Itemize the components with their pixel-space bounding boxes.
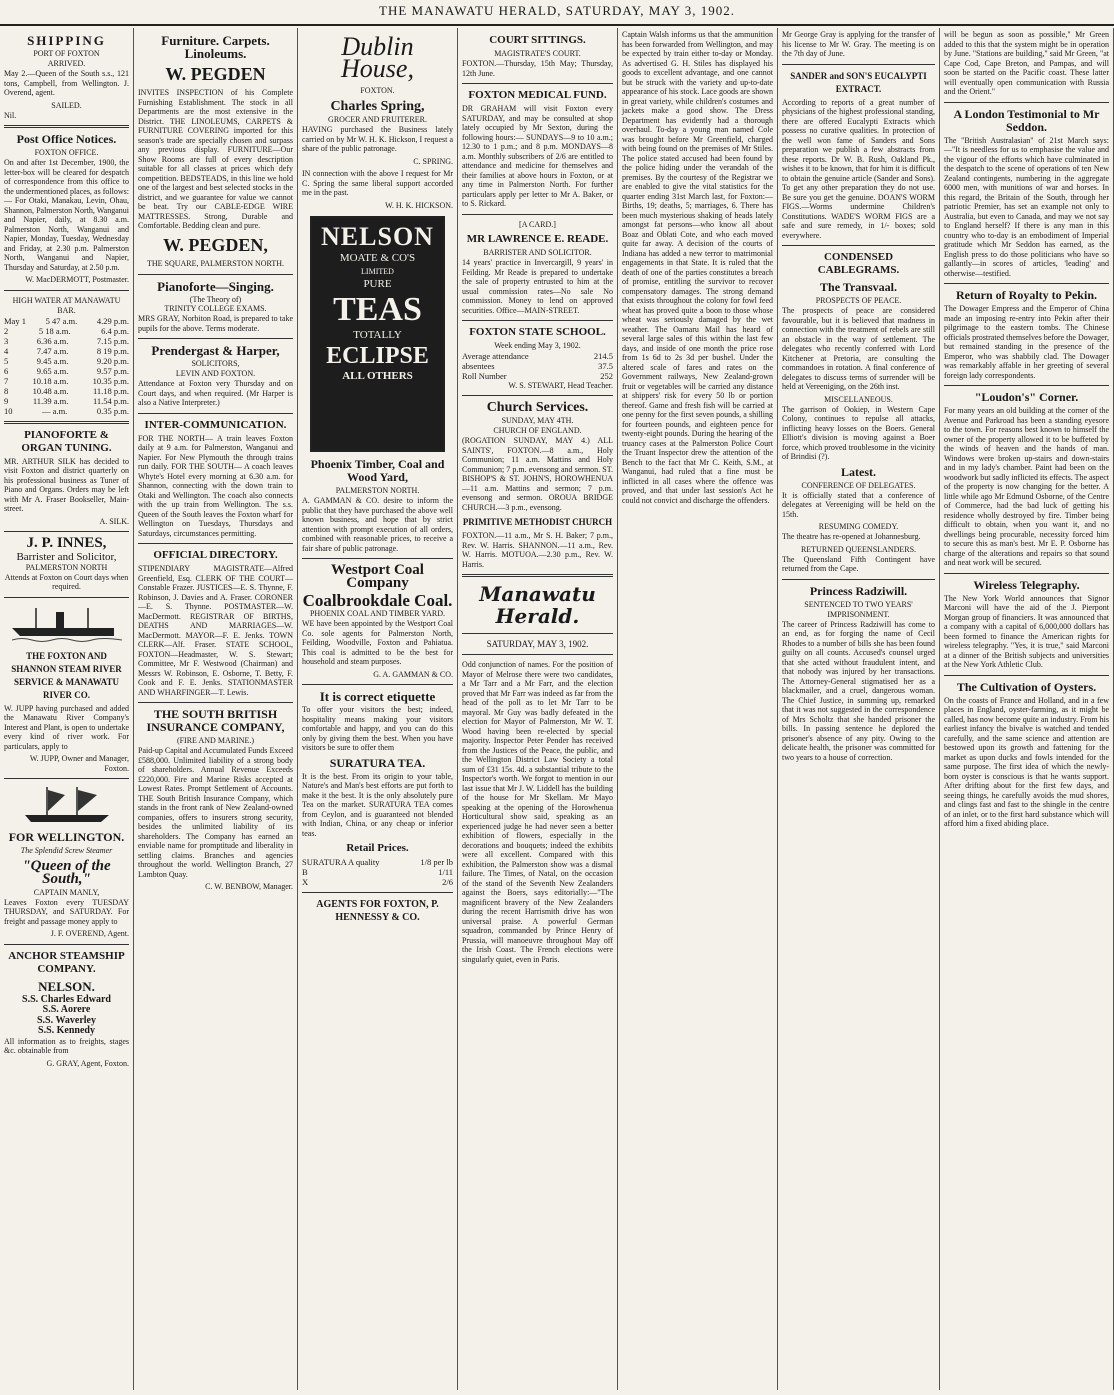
queen-heading: "Queen of the South," bbox=[22, 857, 111, 887]
nelson-service-heading: NELSON. bbox=[38, 978, 95, 994]
tide-row-cell: 9.57 p.m. bbox=[96, 365, 129, 376]
ship-name: S.S. Waverley bbox=[37, 1014, 96, 1026]
nelson-pure: PURE bbox=[363, 278, 392, 290]
misc-heading: MISCELLANEOUS. bbox=[824, 394, 893, 404]
sailed-label: SAILED. bbox=[51, 100, 82, 110]
tide-row-cell: 4.29 p.m. bbox=[96, 315, 129, 326]
divider bbox=[462, 83, 613, 84]
pianoforte-sub2: TRINITY COLLEGE EXAMS. bbox=[164, 304, 267, 313]
retail-price-row bbox=[302, 857, 453, 867]
loudons-corner-text: For many years an old building at the corner of the Avenue and Parkroad has been a standing eyesore to the town. For reasons best known to himself the owner of the property allowed it to be buffeted by the winds of heaven and the hands of man. Windows were broken up-stairs and down-stairs and in my lady's chamber. Paint had been on the woodwork but sadly inflicted its effects. The aspect of the property is now changing for the better. A little while ago Mr Edmund Osborne, of the Centre of Commerce, had the bad luck of getting his residence wholly destroyed by fire. Timber being difficult to obtain, when you want it, and no dwellings being procurable, necessity forced him to secure this as man's best. Mr E. P. Osborne has charge of the alterations and repairs so that sound and neat work will be secured. bbox=[944, 406, 1109, 567]
oysters-text: On the coasts of France and Holland, and in a few places in England, oyster-farming, as it might be called, has now become quite an industry. From his earliest infancy the bivalve is watched and tended carefully, and the same science and attention are bestowed upon its growth and fattening for the market as upon ducks and fowls intended for the same purpose. The first idea of which the newly-born oyster is conscious is that he wants support. After drifting about for the first few days, and seeing things, he carefully avoids the mud shores, and clings fast and fast to the shingle in the centre of an inlet, or to the first hard substance which will afford him a fixed abiding place. bbox=[944, 695, 1109, 828]
column-2 bbox=[134, 28, 298, 1390]
prendergast-text: Attendance at Foxton very Thursday and on Court days, and when required. (Mr Harper is also a Native Interpreter.) bbox=[138, 379, 293, 407]
ship-list bbox=[4, 995, 129, 1037]
nelson-tea-advertisement bbox=[310, 216, 445, 452]
furniture-text: INVITES INSPECTION of his Complete Furnishing Establishment. The stock in all Departments are the most extensive in the District. THE LINOLEUMS, CARPETS & FURNITURE COVERING imported for this season's trade are specially chosen and surpass any previous display. FURNITURE—Our Show Rooms are full of every description suitable for all classes at prices which defy competition. BEDSTEADS, in this line we hold one of the largest and best selected stocks in the district, and we guarantee for value we cannot be beat. Try our CABLE-EDGE WIRE MATTRESSES. Strong, Durable and Comfortable. Bedding clean and pure. bbox=[138, 88, 293, 230]
column-1 bbox=[0, 28, 134, 1390]
for-wellington-heading: FOR WELLINGTON. bbox=[8, 830, 125, 845]
piano-tuning-text: MR. ARTHUR SILK has decided to visit Foxton and district quarterly on his professional business as Tuner of Piano and Organs. Orders may be left with Mr A. Fraser Bookseller, Main-street. bbox=[4, 456, 129, 513]
inter-communication-heading: INTER-COMMUNICATION. bbox=[144, 418, 287, 431]
innes-text: Attends at Foxton on Court days when required. bbox=[4, 572, 129, 592]
state-school-signature: W. S. STEWART, Head Teacher. bbox=[508, 380, 613, 390]
school-row-cell: 252 bbox=[600, 370, 613, 381]
state-school-table bbox=[462, 351, 613, 381]
coal-signature: G. A. GAMMAN & CO. bbox=[373, 669, 453, 679]
tide-row-cell: — a.m. bbox=[42, 405, 68, 416]
tide-row-cell: 10.18 a.m. bbox=[32, 375, 69, 386]
pegden-location: THE SQUARE, PALMERSTON NORTH. bbox=[146, 258, 285, 268]
divider bbox=[302, 684, 453, 685]
church-services-heading: Church Services. bbox=[486, 400, 589, 415]
queen-text: Leaves Foxton every TUESDAY THURSDAY, and SATURDAY. For freight and passage money apply to bbox=[4, 897, 129, 926]
prendergast-location: LEVIN AND FOXTON. bbox=[175, 369, 256, 378]
nelson-teas: TEAS bbox=[333, 291, 422, 328]
herald-heading: Manawatu Herald. bbox=[479, 582, 596, 628]
phoenix-heading: Phoenix Timber, Coal and Wood Yard, bbox=[310, 457, 445, 484]
tide-row-cell: 7.47 a.m. bbox=[36, 345, 69, 356]
tide-table bbox=[4, 316, 129, 416]
tide-row-cell: 9.65 a.m. bbox=[36, 365, 69, 376]
insurance-heading: THE SOUTH BRITISH INSURANCE COMPANY, bbox=[146, 707, 285, 734]
seddon-text: The "British Australasian" of 21st March says:—"It is needless for us to emphasise the value and the vigour of the efforts which have culminated in the despatch to the scene of operations of ten New Zealand contingents, numbering in the aggregate 6000 men, with munitions of war and horses. In this regard, the Britain of the South, through her patriotic Premier, has set an example not only to Australia, but even to Canada, and may we not say to England herself? If there is any man in this country who to-day is an embodiment of Imperial gratitude which Mr Seddon has earned, as the English press to do those politicians who have so gallantly—in scores of articles, 'leading' and otherwise—testified. bbox=[944, 135, 1109, 278]
spring-signature: C. SPRING. bbox=[413, 156, 453, 166]
suratura-text: It is the best. From its origin to your table, Nature's and Man's best efforts are put forth to make it the best. It is the only absolutely pure Tea on the market. SURATURA TEA comes from Ceylon, and is guaranteed not blended with Indian, China, or any cheap or inferior teas. bbox=[302, 771, 453, 838]
radziwill-heading: Princess Radziwill. bbox=[809, 583, 908, 598]
coal-text: WE have been appointed by the Westport Coal Co. sole agents for Palmerston North, Feilding, Woodville, Foxton and Pahiatua. This coal is admitted to be the best for household and steam purposes. bbox=[302, 619, 453, 666]
divider bbox=[4, 778, 129, 779]
misc-text: The garrison of Ookiep, in Western Cape Colony, continues to repulse all attacks, inflicting heavy losses on the Boers. General Elliott's division is moving against a Boer force, which proved troublesome in the vicinity of Brindisi (?). bbox=[782, 404, 935, 461]
school-row-cell: 37.5 bbox=[598, 360, 613, 371]
school-row bbox=[462, 361, 613, 371]
etiquette-text: To offer your visitors the best; indeed, hospitality means making your visitors comfortable and happy, and you can do this only by giving them the best. When you have visitors be sure to offer them bbox=[302, 705, 453, 752]
school-row-cell: 214.5 bbox=[593, 350, 613, 361]
retail-price-row-cell: B bbox=[302, 867, 308, 877]
tide-row-cell: 11.18 p.m. bbox=[92, 385, 129, 396]
divider bbox=[782, 579, 935, 580]
column-3 bbox=[298, 28, 458, 1390]
innes-location: PALMERSTON NORTH bbox=[25, 562, 108, 572]
conference-heading: CONFERENCE OF DELEGATES. bbox=[801, 480, 916, 490]
state-school-week: Week ending May 3, 1902. bbox=[494, 341, 581, 350]
comedy-heading: RESUMING COMEDY. bbox=[818, 522, 899, 531]
divider bbox=[138, 338, 293, 339]
retail-prices-heading: Retail Prices. bbox=[346, 842, 409, 854]
divider bbox=[944, 385, 1109, 386]
tide-row-cell: 11.39 a.m. bbox=[32, 395, 69, 406]
retail-price-row-cell: X bbox=[302, 877, 309, 887]
hickson-signature: W. H. K. HICKSON. bbox=[385, 200, 453, 210]
church-text: (ROGATION SUNDAY, MAY 4.) ALL SAINTS', FOXTON.—8 a.m., Holy Communion; 11 a.m. Mattins and Holy Communion; 7 p.m. evensong and sermon. ST. BISHOP'S & ST. JOHN'S, HOROWHENUA—11 a.m. Mattins and sermon; 7 p.m. evensong and sermon. OROUA BRIDGE CHURCH.—3 p.m., evensong. bbox=[462, 436, 613, 512]
tide-row bbox=[4, 356, 129, 366]
anchor-heading: ANCHOR STEAMSHIP COMPANY. bbox=[8, 949, 125, 975]
tide-row-cell: 8 19 p.m. bbox=[96, 345, 129, 356]
card-label: [A CARD.] bbox=[519, 219, 556, 229]
primitive-heading: PRIMITIVE METHODIST CHURCH bbox=[462, 517, 613, 527]
steamer-illustration-icon bbox=[12, 604, 122, 644]
tide-row-cell: 10.35 p.m. bbox=[92, 375, 129, 386]
piano-tuning-signature: A. SILK. bbox=[99, 516, 129, 526]
postmaster-signature: W. MacDERMOTT, Postmaster. bbox=[25, 275, 129, 284]
court-sittings-sub: MAGISTRATE'S COURT. bbox=[494, 49, 581, 58]
nelson-totally: TOTALLY bbox=[353, 329, 402, 341]
agents-footer: AGENTS FOR FOXTON, P. HENNESSY & CO. bbox=[316, 899, 439, 923]
ship-name: S.S. Kennedy bbox=[38, 1025, 95, 1037]
sailing-ship-icon bbox=[17, 785, 117, 825]
herald-text: Odd conjunction of names. For the position of Mayor of Melrose there were two candidates, a Mr Tarr and a Mr Farr, and the election proved that Mr Farr was indeed as far from the head of the poll as to let Mr Tarr to be mayoral. Mr Guy was badly defeated in the election for Mayor of Palmerston, Mr W. T. Wood having been re-elected by special majority. Inspector Peter Pender has received from the Justices of the Peace, the public, and the Wellington District Law Society a total sum of £31 15s. 4d. a substantial tribute to the Inspector's worth. We forgot to mention in our last issue that Mr J. W. Liddell has the building of the house for Mr Skellam. Mr Mayo speaking at the opening of the Horowhenua Horticultural show said, speaking as an experienced judge he had never seen a better exhibition of flowers, especially in the decorations and bouquets; indeed the exhibits were all excellent. Compared with this exhibition, the Palmerston show was a dismal failure. The Times, of Natal, on the occasion of the stand of the Seventh New Zealanders against the Boers, says editorially:—"The magnificent bravery of the New Zealanders during the recent Harrismith drive has won universal praise. A powerful German squadron, commanded by Prince Henry of Prussia, will manoeuvre throughout May off the Irish Coast. The French elections were singularly quiet, even in Paris. bbox=[462, 660, 613, 964]
pianoforte-heading: Pianoforte—Singing. bbox=[157, 278, 274, 294]
official-directory-heading: OFFICIAL DIRECTORY. bbox=[153, 549, 278, 561]
prendergast-sub: SOLICITORS, bbox=[191, 359, 240, 368]
divider bbox=[782, 64, 935, 65]
queen-subheading: The Splendid Screw Steamer bbox=[20, 846, 113, 856]
tide-row-cell: 6.36 a.m. bbox=[36, 335, 69, 346]
divider bbox=[462, 395, 613, 396]
pegden-heading: W. PEGDEN bbox=[165, 64, 266, 84]
innes-subheading: Barrister and Solicitor, bbox=[16, 551, 117, 563]
nelson-all-others: ALL OTHERS bbox=[342, 370, 413, 382]
arrived-text: May 2.—Queen of the South s.s., 121 tons, Campbell, from Wellington. J. Overend, agent. bbox=[4, 69, 129, 97]
post-office-heading: Post Office Notices. bbox=[16, 132, 117, 146]
sander-text: According to reports of a great number of physicians of the highest professional standing, there are offered Eucalypti Extracts which possess no curative qualities. In protection of the well won fame of Sanders and Sons preparation we publish a few abstracts from these reports. Dr W. B. Rush, Oakland Pk., wishes it to be known, that for him it is difficult to obtain the genuine article (Sander and Sons). To get any other preparation they do not use. Be sure you get the genuine. DOAN'S WORM FIGS.—Worms undermine Children's Constitutions. WADE'S WORM FIGS are a safe and sure remedy, in 1/- boxes; sold everywhere. bbox=[782, 97, 935, 240]
cablegrams-heading: CONDENSED CABLEGRAMS. bbox=[817, 251, 900, 276]
prendergast-heading: Prendergast & Harper, bbox=[151, 343, 280, 358]
shipping-heading: SHIPPING bbox=[27, 33, 106, 48]
retail-price-row-cell: 1/11 bbox=[438, 867, 453, 877]
tide-row-cell: 4 bbox=[4, 345, 9, 356]
westport-heading: Westport Coal Company bbox=[331, 562, 424, 591]
tide-row-cell: 3 bbox=[4, 335, 9, 346]
tide-row-cell: 5 18 a.m. bbox=[38, 325, 71, 336]
spring-sub: GROCER AND FRUITERER. bbox=[328, 115, 427, 124]
school-row-cell: absentees bbox=[462, 360, 495, 371]
school-row bbox=[462, 371, 613, 381]
dublin-house-location: FOXTON. bbox=[360, 86, 395, 95]
phoenix-text: A. GAMMAN & CO. desire to inform the public that they have purchased the above well known business, and hope that by strict attention with prompt execution of all orders, combined with reasonable prices, to receive a fair share of public patronage. bbox=[302, 496, 453, 553]
peace-text: The prospects of peace are considered favourable, but it is believed that madness in connection with the treatment of rebels are still an obstacle in the way of settlement. The delegates who recently conferred with Lord Kitchener at Pretoria, are consulting the commandoes in rotation. A final conference of delegates to discuss terms of surrender will be held at Vereeniging, on the 26th inst. bbox=[782, 306, 935, 391]
medical-fund-text: DR GRAHAM will visit Foxton every SATURDAY, and may be consulted at shop lately occupied by Mr Sexton, during the following hours:— SUNDAYS—9 to 10 a.m.; 12.30 to 1 p.m.; and 8 p.m. MONDAYS—8 a.m. Monthly subscribers of 2/6 are entitled to attendance and medicine for themselves and their families at above hours in Foxton, or at any time in Palmerston North. For further particulars apply per letter to Mr A. Baker, or to S. Rickard. bbox=[462, 104, 613, 208]
tide-row-cell: 11.54 p.m. bbox=[92, 395, 129, 406]
divider bbox=[4, 290, 129, 291]
coalbrookdale-heading: Coalbrookdale Coal. bbox=[302, 591, 453, 610]
church-date: SUNDAY, MAY 4TH. bbox=[501, 416, 574, 425]
comedy-text: The theatre has re-opened at Johannesburg. bbox=[782, 532, 921, 541]
church-sub: CHURCH OF ENGLAND. bbox=[493, 426, 582, 435]
queen-signature: J. F. OVEREND, Agent. bbox=[50, 929, 129, 939]
herald-date: SATURDAY, MAY 3, 1902. bbox=[486, 639, 589, 649]
marconi-continuation-text: will be begun as soon as possible," Mr Green added to this that the system might be in operation by June. "Stations are building," said Mr Green, "at Cape Cod, Cape Breton, and Pampas, and will soon be started on the Pacific coast. These latter will eventually open communication with Russia and the Orient." bbox=[944, 30, 1109, 96]
sailed-text: Nil. bbox=[4, 110, 17, 120]
divider bbox=[302, 558, 453, 559]
loudons-corner-heading: "Loudon's" Corner. bbox=[974, 390, 1079, 404]
tide-row-cell: 7.15 p.m. bbox=[96, 335, 129, 346]
tide-row-cell: 9.45 a.m. bbox=[36, 355, 69, 366]
divider bbox=[138, 274, 293, 275]
column-7 bbox=[940, 28, 1114, 1390]
retail-price-row-cell: 2/6 bbox=[442, 877, 453, 887]
phoenix-location: PALMERSTON NORTH. bbox=[335, 486, 420, 495]
divider bbox=[138, 702, 293, 703]
piano-tuning-heading: PIANOFORTE & ORGAN TUNING. bbox=[21, 428, 112, 454]
tide-row-cell: 0.35 p.m. bbox=[96, 405, 129, 416]
tide-heading: HIGH WATER AT MANAWATU BAR. bbox=[12, 295, 121, 315]
divider bbox=[462, 574, 613, 577]
divider bbox=[4, 597, 129, 598]
radziwill-sub: SENTENCED TO TWO YEARS' IMPRISONMENT. bbox=[804, 599, 913, 619]
suratura-heading: SURATURA TEA. bbox=[329, 755, 426, 770]
peace-heading: PROSPECTS OF PEACE. bbox=[815, 296, 902, 305]
shipping-subheading: PORT OF FOXTON bbox=[33, 49, 100, 58]
divider bbox=[138, 413, 293, 414]
divider bbox=[462, 654, 613, 655]
hickson-text: IN connection with the above I request for Mr C. Spring the same liberal support accorded me in the past. bbox=[302, 169, 453, 197]
divider bbox=[944, 283, 1109, 284]
pianoforte-text: MRS GRAY, Norbiton Road, is prepared to take pupils for the above. Terms moderate. bbox=[138, 314, 293, 333]
tide-row-cell: 9.20 p.m. bbox=[96, 355, 129, 366]
post-office-subheading: FOXTON OFFICE. bbox=[34, 148, 99, 157]
pekin-text: The Dowager Empress and the Emperor of China made an imposing re-entry into Pekin after their pilgrimage to the eastern tombs. The Chinese officials prostrated themselves before the Dowager, but remained standing in the presence of the Emperor, who was shabbily clad. The Dowager was remarkably affable in her greeting of several foreign lady correspondents. bbox=[944, 304, 1109, 380]
insurance-signature: C. W. BENBOW, Manager. bbox=[205, 882, 293, 891]
tide-row-cell: 5 47 a.m. bbox=[45, 315, 78, 326]
divider bbox=[302, 892, 453, 893]
tide-row-cell: 2 bbox=[4, 325, 9, 336]
primitive-text: FOXTON.—11 a.m., Mr S. H. Baker; 7 p.m., Rev. W. Harris. SHANNON.—11 a.m., Rev. W. Harris. MOTUOA.—2.30 p.m., Rev. W. Harris. bbox=[462, 531, 613, 569]
divider bbox=[4, 944, 129, 945]
dublin-house-heading: Dublin House, bbox=[341, 32, 414, 83]
school-row bbox=[462, 351, 613, 361]
tide-row bbox=[4, 326, 129, 336]
tide-row-cell: May 1 bbox=[4, 315, 26, 326]
retail-prices-list bbox=[302, 857, 453, 887]
tide-row-cell: 6 bbox=[4, 365, 9, 376]
column-5 bbox=[618, 28, 778, 1390]
divider bbox=[462, 320, 613, 321]
retail-price-row bbox=[302, 867, 453, 877]
spring-heading: Charles Spring, bbox=[330, 99, 425, 114]
reade-text: 14 years' practice in Invercargill, 9 years' in Feilding. Mr Reade is prepared to undertake the sale of property entrusted to him at the usual commission rates—No sale No commission. Money to lend on approved securities. Office—MAIN-STREET. bbox=[462, 258, 613, 315]
ship-name: S.S. Charles Edward bbox=[22, 993, 111, 1005]
insurance-sub: (FIRE AND MARINE.) bbox=[176, 736, 255, 745]
pegden-footer: W. PEGDEN, bbox=[163, 234, 268, 255]
furniture-heading: Furniture. Carpets. Linoleums. bbox=[161, 33, 270, 61]
anchor-text: All information as to freights, stages &c. obtainable from bbox=[4, 1036, 129, 1056]
tide-row-cell: 7 bbox=[4, 375, 9, 386]
masthead-title: THE MANAWATU HERALD, SATURDAY, MAY 3, 1902. bbox=[379, 3, 735, 18]
divider bbox=[138, 543, 293, 544]
wireless-heading: Wireless Telegraphy. bbox=[973, 577, 1080, 592]
wireless-text: The New York World announces that Signor Marconi will have the aid of the J. Pierpont Morgan group of financiers. It was announced that a company with a capital of 6,000,000 dollars has been formed to finance the American rights for wireless telegraphy. "Yes, it is true," said Marconi at a dinner of the British subjects and universities at the New York Athletic Club. bbox=[944, 593, 1109, 669]
tide-row-cell: 9 bbox=[4, 395, 9, 406]
reade-heading: MR LAWRENCE E. READE. bbox=[466, 233, 609, 245]
queenslanders-heading: RETURNED QUEENSLANDERS. bbox=[800, 544, 917, 554]
tide-row bbox=[4, 336, 129, 346]
spring-text: HAVING purchased the Business lately carried on by Mr W. H. K. Hickson, I request a share of the public patronage. bbox=[302, 125, 453, 153]
column-6 bbox=[778, 28, 940, 1390]
queenslanders-text: The Queensland Fifth Contingent have returned from the Cape. bbox=[782, 554, 935, 573]
river-service-text: W. JUPP having purchased and added the Manawatu River Company's Interest and Plant, is open to undertake every kind of river work. For particulars, apply to bbox=[4, 703, 129, 751]
tide-row-cell: 8 bbox=[4, 385, 9, 396]
divider bbox=[462, 633, 613, 634]
transvaal-heading: The Transvaal. bbox=[820, 280, 897, 294]
tide-row-cell: 10 bbox=[4, 405, 13, 416]
latest-heading: Latest. bbox=[841, 464, 876, 479]
court-sittings-text: FOXTON.—Thursday, 15th May; Thursday, 12th June. bbox=[462, 59, 613, 78]
conference-text: It is officially stated that a conference of delegates at Vereeniging will be held on the 15th. bbox=[782, 490, 935, 519]
tide-row bbox=[4, 376, 129, 386]
insurance-text: Paid-up Capital and Accumulated Funds Exceed £588,000. Unlimited liability of a strong body of shareholders. Annual Revenue Exceeds £220,000. Fire and Marine Risks accepted at Lowest Rates. Prompt Settlement of Accounts. THE South British Insurance Company, which stands in the front rank of New Zealand-owned companies, offers to insurers strong security, besides the unlimited liability of its shareholders. The Company has earned an enviable name for promptitude and liberality in settling claims. Branches and agencies throughout the world. Wellington Branch, 27 Lambton Quay. bbox=[138, 746, 293, 879]
pekin-heading: Return of Royalty to Pekin. bbox=[956, 288, 1097, 302]
queen-captain: CAPTAIN MANLY, bbox=[33, 887, 100, 897]
river-service-signature: W. JUPP, Owner and Manager, Foxton. bbox=[29, 754, 129, 773]
radziwill-text: The career of Princess Radziwill has come to an end, as for forging the name of Cecil Rhodes to a number of bills she has been found guilty on all counts. Accused's counsel urged that she acted without fraudulent intent, and that nobody was injured by her transactions. The Attorney-General stigmatised her as a blackmailer, and a cruel, dangerous woman. The Chief Justice, in summing up, remarked that it was not suggested in the correspondence of Mrs Scholtz that she handed prisoner the bills. In passing sentence he deplored the prisoner's absence of any pity. Owing to the delicate health, the prisoner was committed for two years to a house of correction. bbox=[782, 619, 935, 762]
post-office-text: On and after 1st December, 1900, the letter-box will be cleared for despatch of correspondence from this office to the undermentioned places, as follows:— For Otaki, Manakau, Levin, Ohau, Shannon, Palmerston North, Wanganui and Napier, daily, at 8.30 a.m. Palmerston North, Wanganui and Napier, Monday, Tuesday, Wednesday and Friday, at 2.30 p.m. Palmerston North, Wanganui and Napier, Thursday and Saturday, at 2.50 p.m. bbox=[4, 158, 129, 272]
divider bbox=[944, 102, 1109, 103]
state-school-heading: FOXTON STATE SCHOOL. bbox=[469, 326, 606, 338]
tide-row bbox=[4, 316, 129, 326]
official-directory-text: STIPENDIARY MAGISTRATE—Alfred Greenfield, Esq. CLERK OF THE COURT—Constable Frazer. JUSTICES—E. S. Thynne, F. Robinson, J. Davies and A. Fraser. CORONER—E. S. Thynne. POSTMASTER—W. MacDermott. REGISTRAR OF BIRTHS, DEATHS AND MARRIAGES—W. MacDermott. MAYOR—F. E. Jenks. TOWN CLERK—Alf. Fraser. STATE SCHOOL, FOXTON—Headmaster, W. S. Stewart; Committee, Mr F. Westwood (Chairman) and Messrs W. Robinson, E. Osborne, T. Betty, F. Cook and F. E. Jenks. STATIONMASTER AND WHARFINGER—T. Lewis. bbox=[138, 564, 293, 697]
gray-license-text: Mr George Gray is applying for the transfer of his license to Mr W. Gray. The meeting is on the 7th day of June. bbox=[782, 30, 935, 58]
divider bbox=[944, 675, 1109, 676]
tide-row bbox=[4, 346, 129, 356]
inter-communication-text: FOR THE NORTH— A train leaves Foxton daily at 9 a.m. for Palmerston, Wanganui and Napier. For New Plymouth the through trains run daily. FOR THE SOUTH— A coach leaves Whyte's Hotel every morning at 6.30 a.m. for Shannon, connecting with the down train to Otaki and Wellington. The coach also connects with the up train from Wellington. The s.s. Queen of the South leaves the Foxton wharf for Wellington on Tuesdays, Thursdays and Saturdays, circumstances permitting. bbox=[138, 433, 293, 538]
reade-sub: BARRISTER AND SOLICITOR. bbox=[483, 248, 592, 257]
divider bbox=[4, 125, 129, 128]
divider bbox=[4, 421, 129, 424]
pianoforte-sub: (The Theory of) bbox=[189, 294, 242, 304]
nelson-brand: NELSON bbox=[321, 222, 434, 251]
seddon-heading: A London Testimonial to Mr Seddon. bbox=[953, 106, 1100, 134]
nelson-moate: MOATE & CO'S bbox=[339, 252, 416, 264]
tide-row bbox=[4, 396, 129, 406]
sander-heading: SANDER and SON'S EUCALYPTI EXTRACT. bbox=[790, 70, 927, 94]
arrived-label: ARRIVED. bbox=[47, 59, 86, 68]
medical-fund-heading: FOXTON MEDICAL FUND. bbox=[468, 89, 607, 101]
divider bbox=[782, 245, 935, 246]
school-row-cell: Roll Number bbox=[462, 370, 507, 381]
river-service-heading: THE FOXTON AND SHANNON STEAM RIVER SERVICE & MANAWATU RIVER CO. bbox=[11, 650, 122, 700]
innes-heading: J. P. INNES, bbox=[26, 535, 107, 551]
anchor-signature: G. GRAY, Agent, Foxton. bbox=[46, 1058, 129, 1068]
divider bbox=[4, 531, 129, 532]
coal-sub: PHOENIX COAL AND TIMBER YARD. bbox=[309, 609, 446, 618]
tide-row bbox=[4, 386, 129, 396]
school-row-cell: Average attendance bbox=[462, 350, 529, 361]
tide-row bbox=[4, 406, 129, 416]
nelson-limited: LIMITED bbox=[361, 267, 394, 276]
oysters-heading: The Cultivation of Oysters. bbox=[956, 679, 1097, 694]
tide-row bbox=[4, 366, 129, 376]
column-4 bbox=[458, 28, 618, 1390]
court-sittings-heading: COURT SITTINGS. bbox=[489, 34, 586, 46]
tide-row-cell: 5 bbox=[4, 355, 9, 366]
masthead bbox=[0, 0, 1114, 26]
divider bbox=[944, 573, 1109, 574]
ship-name: S.S. Aorere bbox=[42, 1004, 91, 1016]
tide-row-cell: 6.4 p.m. bbox=[101, 325, 129, 336]
tide-row-cell: 10.48 a.m. bbox=[32, 385, 69, 396]
divider bbox=[462, 214, 613, 215]
retail-price-row-cell: SURATURA A quality bbox=[302, 857, 380, 867]
retail-price-row-cell: 1/8 per lb bbox=[420, 857, 453, 867]
etiquette-heading: It is correct etiquette bbox=[319, 689, 436, 704]
local-news-text: Captain Walsh informs us that the ammunition has been forwarded from Wellington, and may be expected by train either to-day or Monday. As advertised G. H. Stiles has displayed his goods to excellent advantage, and one cannot but be struck with the variety and up-to-date appearance of his stock. Lace goods are shown in great variety, while children's costumes and jackets make a good show. The Dress Department has evidently had a thorough overhaul. To-day a young man named Cole was brought before Mr Greenfield, charged with being found on the premises of Mr Stiles. The police stated accused had been found by the police hiding under the verandah of the premises. By the courtesy of the Registrar we are enabled to give the vital statistics for the quarter ending 31st March last, for Foxton:—Births, 19; deaths, 5; marriages, 6. There has been much mysterious shaking of heads lately amongst fat persons—who know all about Boaz and Oblati Cote, and who each moved quite far away. A decision of the courts of Indiana has added a new terror to matrimonial engagements in that State. It is ruled that the death of one of the parties constitutes a breach of promise, entitling the survivor to recover compensatory damages. The strong demand that exists throughout the colony for fowl feed wheat has proved quite a boon to those whose wheat was seriously damaged by the wet weather. The Oamaru Mail has heard of several large sales of this within the last few days, and inside of one month the price rose from 1s 6d to 2s 3d per bushel. Under the altered scale of fares and rates on the Government railways, New Zealand-grown fruit or vegetables will be carried any distance at shippers' risk for every 50 lb or portion thereof. Game and fresh fish will be carried at one penny for the first seven pounds, a shilling for fourteen pounds, and eighteen pence for twenty-eight pounds. During the hearing of the truancy cases at the Palmerston Police Court the Truant Inspector drew the attention of the Bench to the fact that Mr C. Keith, S.M., at Wanganui, had ruled that a fine must be inflicted in all cases where the offence was proved, and that under last session's Act he could not convict and discharge the offenders. bbox=[622, 30, 773, 505]
nelson-eclipse: ECLIPSE bbox=[326, 343, 429, 369]
retail-price-row bbox=[302, 877, 453, 887]
